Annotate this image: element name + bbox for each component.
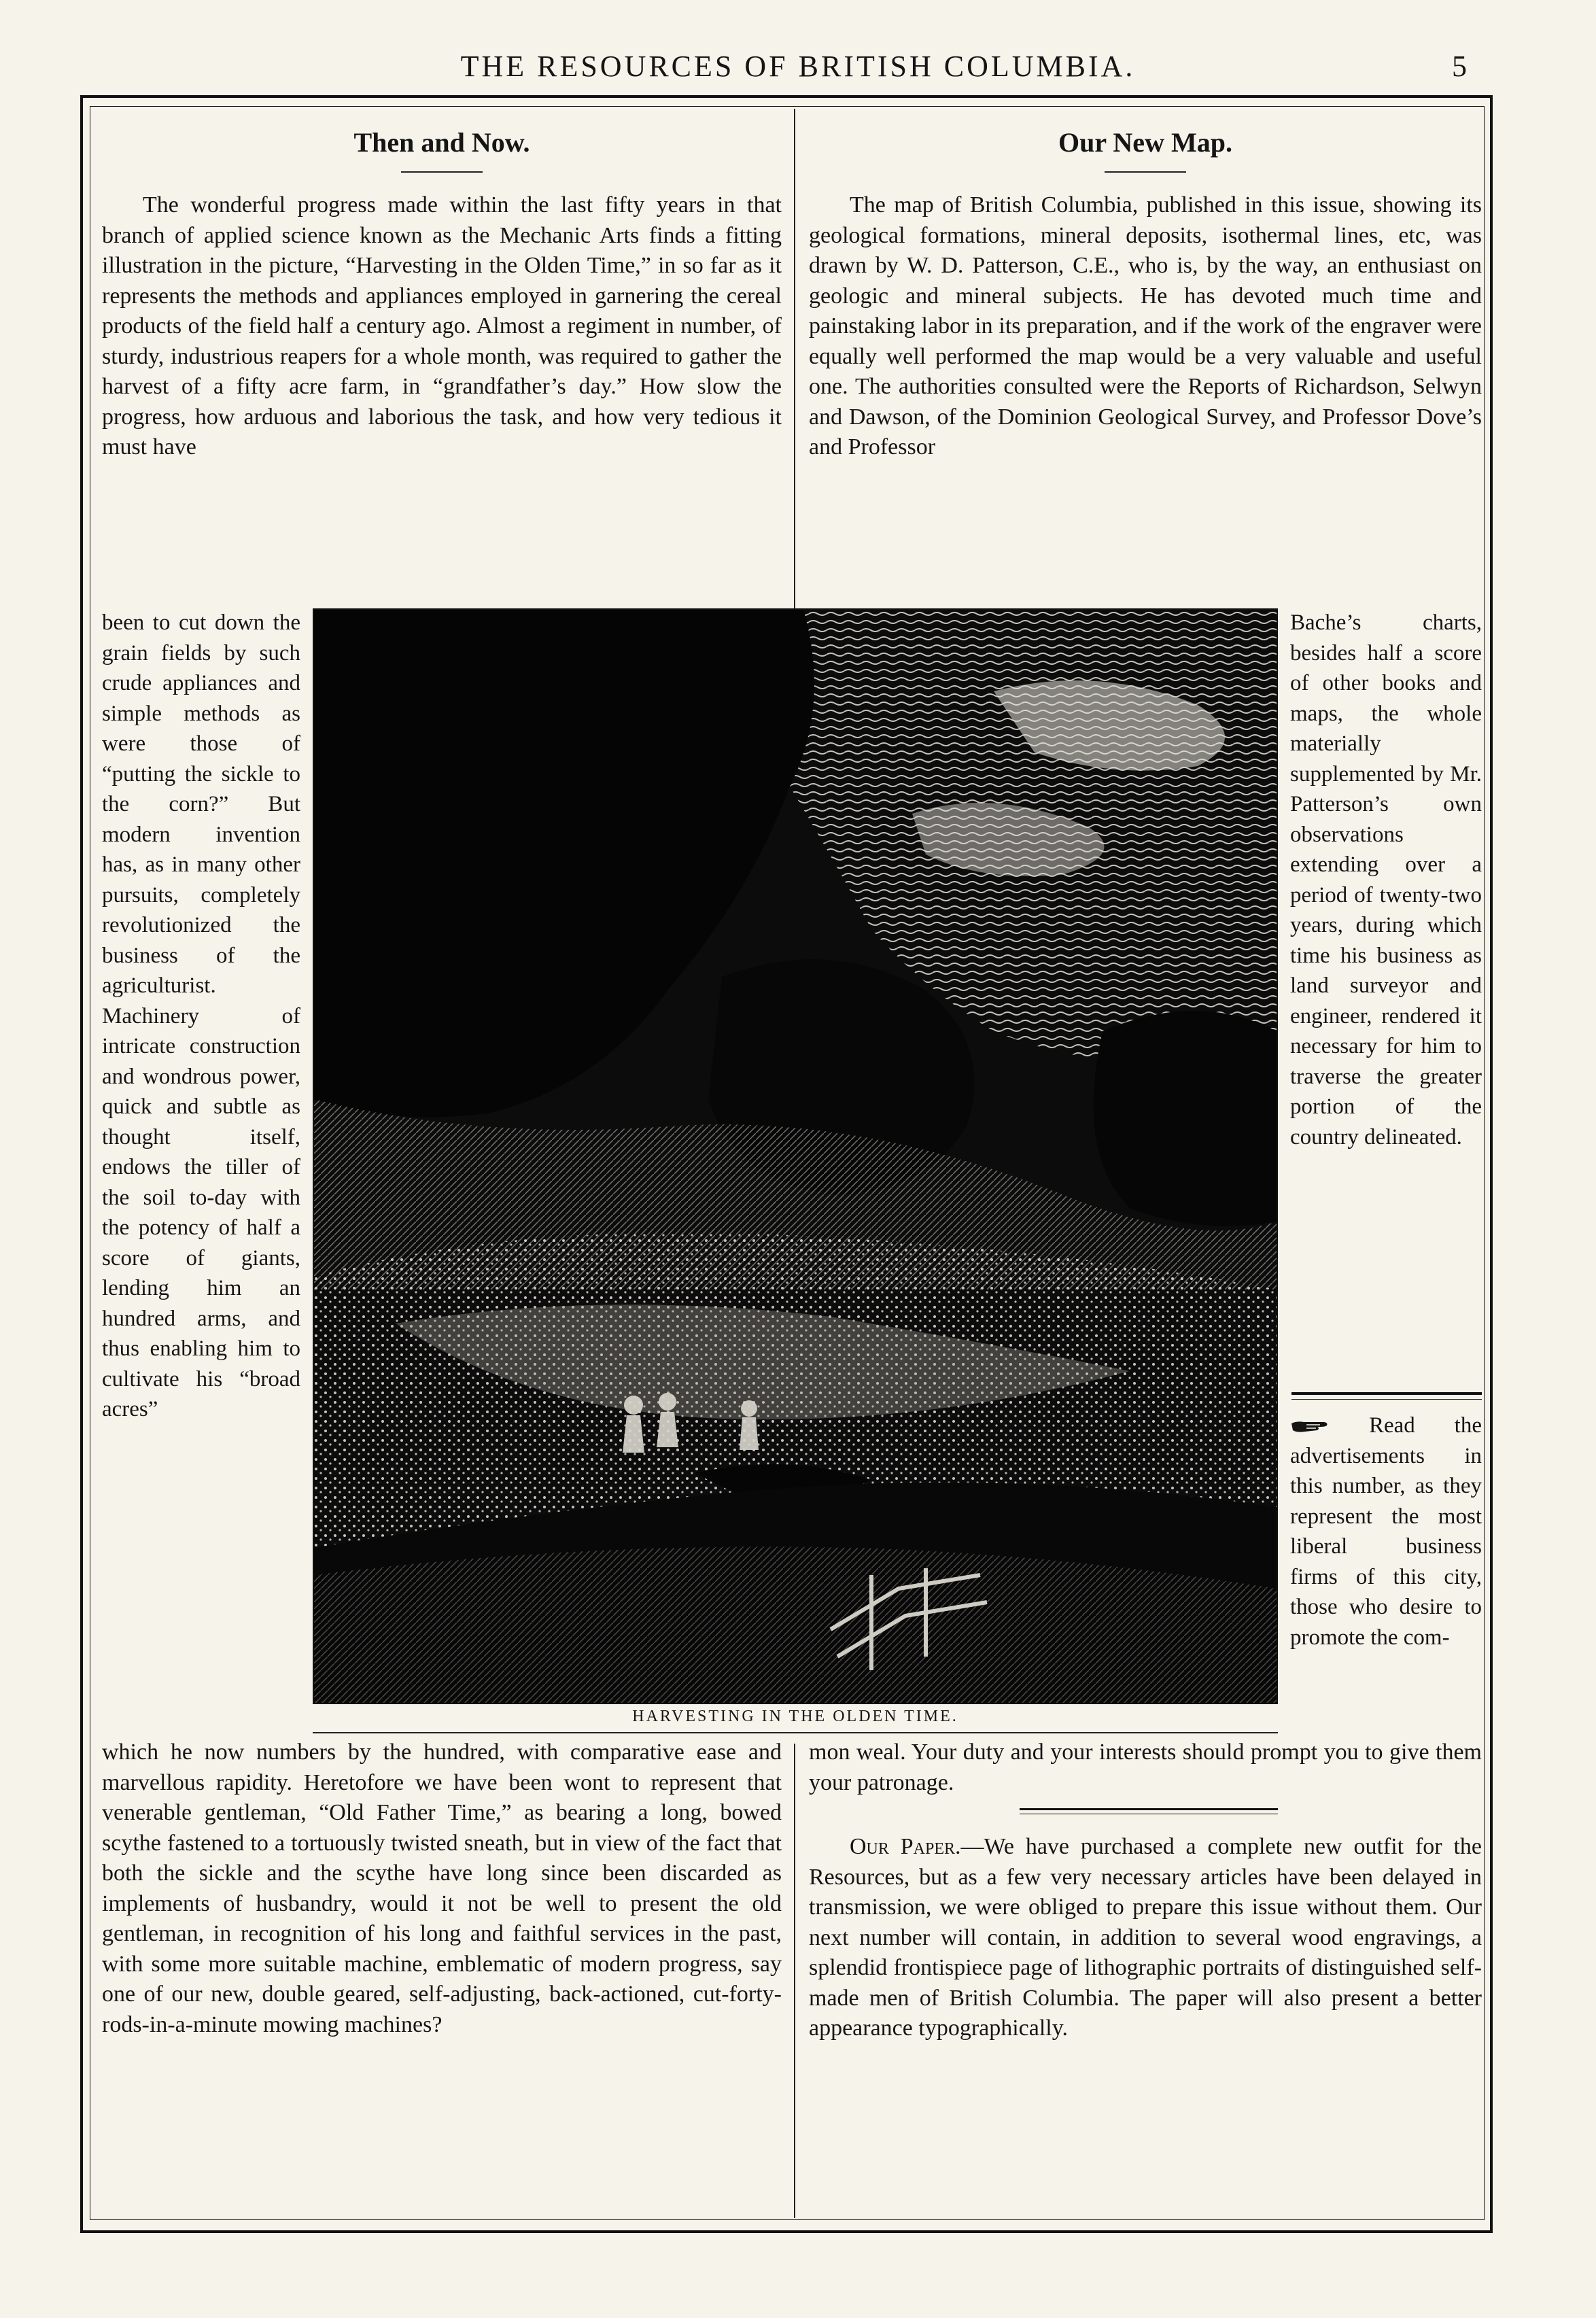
our-paper-lead: Our Paper. xyxy=(850,1834,961,1859)
advertisements-notice-wrap xyxy=(1290,1411,1482,1653)
then-and-now-paragraph-wrap: been to cut down the grain fields by such crude appliances and simple methods as were those of “putting the sickle to the corn?” But modern invention has, as in many other pursuits, completely revolutionized the business of the agriculturist. Machinery of intricate construction and wondrous power, quick and subtle as thought itself, endows the tiller of the soil to-day with the potency of half a score of giants, lending him an hundred arms, and thus enabling him to cultivate his “broad acres” xyxy=(102,610,300,1421)
heading-rule-right xyxy=(1105,171,1186,173)
our-new-map-paragraph-top: The map of British Columbia, published in this issue, showing its geological formations, mineral deposits, isothermal lines, etc, was drawn by W. D. Patterson, C.E., who is, by the way, an enthusiast on geologic and mineral subjects. He has devoted much time and painstaking labor in its preparation, and if the work of the engraver were equally well performed the map would be a very valuable and useful one. The authorities consulted were the Reports of Richardson, Selwyn and Dawson, of the Dominion Geological Survey, and Professor Dove’s and Professor xyxy=(809,192,1482,460)
engraving-landscape-icon xyxy=(314,610,1277,1703)
caption-rule xyxy=(313,1732,1278,1733)
then-and-now-paragraph-bottom: which he now numbers by the hundred, with comparative ease and marvellous rapidity. Heretofore we have been wont to represent that venerable gentleman, “Old Father Time,” as bearing a long, bowed scythe fastened to a tortuously twisted sneath, but in view of the fact that both the sickle and the scythe have long since been discarded as implements of husbandry, would it not be well to present the old gentleman, in recognition of his long and faithful services in the past, with some more suitable machine, emblematic of modern progress, say one of our new, double geared, self-adjusting, back-actioned, cut-forty-rods-in-a-minute mowing machines? xyxy=(102,1740,782,2037)
advertisements-notice-text: Read the advertisements in this number, as they represent the most liberal business firms of this city, those who desire to promote the com- xyxy=(1290,1413,1482,1650)
then-and-now-paragraph-top: The wonderful progress made within the last fifty years in that branch of applied science known as the Mechanic Arts finds a fitting illustration in the picture, “Harvesting in the Olden Time,” in so far as it represents the methods and appliances employed in garnering the cereal products of the field half a century ago. Almost a regiment in number, of sturdy, industrious reapers for a whole month, was required to gather the harvest of a fifty acre farm, in “grandfather’s day.” How slow the progress, how arduous and laborious the task, and how very tedious it must have xyxy=(102,192,782,460)
then-and-now-wrap xyxy=(102,608,300,1425)
illustration-caption: HARVESTING IN THE OLDEN TIME. xyxy=(632,1708,958,1725)
then-and-now-intro xyxy=(102,190,782,463)
our-new-map-paragraph-wrap: Bache’s charts, besides half a score of other books and maps, the whole materially supplemented by Mr. Patterson’s own observations extending over a period of twenty-two years, during which time his business as land surveyor and engineer, rendered it necessary for him to traverse the greater portion of the country delineated. xyxy=(1290,610,1482,1149)
pointing-hand-icon xyxy=(1290,1417,1330,1437)
notice-rule-upper-thin xyxy=(1291,1399,1482,1400)
then-and-now-heading: Then and Now. xyxy=(353,127,530,158)
our-paper-notice xyxy=(809,1832,1482,2044)
heading-rule-left xyxy=(401,171,483,173)
column-divider-bottom xyxy=(794,1744,795,2218)
our-new-map-wrap xyxy=(1290,608,1482,1152)
harvesting-engraving xyxy=(313,608,1278,1704)
then-and-now-closing xyxy=(102,1737,782,2040)
column-divider-top xyxy=(794,109,795,653)
our-paper-rule xyxy=(1020,1808,1278,1810)
our-new-map-heading: Our New Map. xyxy=(1058,127,1232,158)
page-number: 5 xyxy=(1452,50,1467,83)
our-paper-text: —We have purchased a complete new outfit for the Resources, but as a few very necessary articles have been delayed in transmission, we were obliged to prepare this issue without them. Our next number will contain, in addition to several wood engravings, a splendid frontispiece page of lithographic portraits of distinguished self-made men of British Columbia. The paper will also present a better appearance typographically. xyxy=(809,1834,1482,2041)
notice-rule-upper xyxy=(1291,1392,1482,1395)
running-title: THE RESOURCES OF BRITISH COLUMBIA. xyxy=(460,50,1136,83)
our-new-map-intro xyxy=(809,190,1482,463)
advertisements-notice-bottom: mon weal. Your duty and your interests should prompt you to give them your patronage. xyxy=(809,1740,1482,1795)
